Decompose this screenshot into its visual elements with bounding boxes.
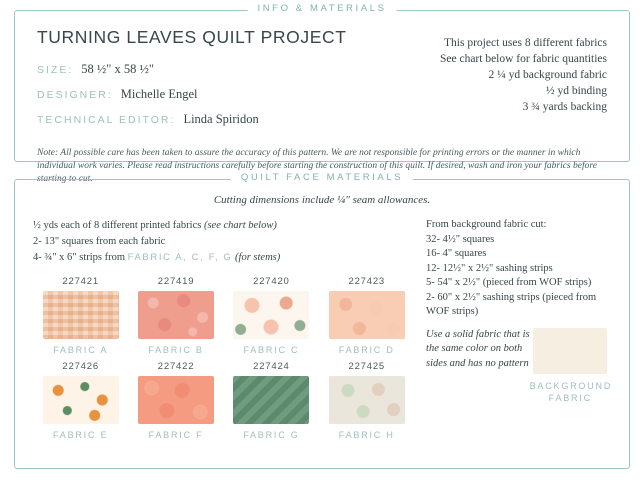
technical-editor-row [37, 110, 368, 128]
background-swatch-image [533, 328, 607, 374]
size-label: SIZE: [37, 64, 74, 76]
swatch-code-h: 227425 [348, 361, 386, 372]
swatch-image-c [233, 291, 309, 339]
size-row [37, 60, 368, 78]
background-swatch-cell[interactable] [530, 328, 611, 404]
background-cut-line-4: 5- 54" x 2½" (pieced from WOF strips) [426, 277, 592, 288]
swatch-label-a: FABRIC A [53, 345, 109, 355]
swatch-image-e [43, 376, 119, 424]
designer-value: Michelle Engel [120, 87, 198, 101]
quilt-face-materials-panel [14, 172, 630, 469]
bullet-yardage [33, 218, 414, 234]
bullet-stems-em: (for stems) [232, 252, 281, 263]
swatch-cell-d[interactable] [319, 276, 414, 355]
background-yardage-line: 2 ¼ yd background fabric [488, 69, 607, 81]
swatch-label-g: FABRIC G [243, 430, 300, 440]
fabric-swatch-grid [33, 276, 414, 446]
swatch-image-d [329, 291, 405, 339]
swatch-code-f: 227422 [157, 361, 195, 372]
size-value: 58 ½" x 58 ½" [81, 62, 154, 76]
swatch-label-e: FABRIC E [52, 430, 109, 440]
background-cut-line-5: 2- 60" x 2½" sashing strips (pieced from WOF strips) [426, 291, 597, 317]
background-fabric-block [426, 328, 611, 404]
swatch-image-a [43, 291, 119, 339]
bullet-yardage-em: (see chart below) [203, 220, 277, 231]
swatch-image-b [138, 291, 214, 339]
designer-label: DESIGNER: [37, 89, 113, 101]
bullet-stems-fabrics: FABRIC A, C, F, G [127, 252, 233, 263]
background-cut-title: From background fabric cut: [426, 219, 547, 230]
bullet-yardage-text: ½ yds each of 8 different printed fabrics [33, 220, 204, 231]
background-fabric-note: Use a solid fabric that is the same color on both sides and has no pattern [426, 328, 530, 369]
swatch-label-c: FABRIC C [243, 345, 300, 355]
swatch-cell-a[interactable] [33, 276, 128, 355]
technical-editor-label: TECHNICAL EDITOR: [37, 114, 176, 126]
background-swatch-label: BACKGROUND FABRIC [529, 380, 613, 403]
fabric-count-line: This project uses 8 different fabrics [444, 37, 607, 49]
swatch-cell-h[interactable] [319, 361, 414, 440]
swatch-cell-e[interactable] [33, 361, 128, 440]
swatch-code-g: 227424 [253, 361, 290, 372]
page-title: TURNING LEAVES QUILT PROJECT [37, 27, 347, 47]
swatch-image-h [329, 376, 405, 424]
bullet-stems-text: 4- ¾" x 6" strips from [33, 252, 128, 263]
backing-yardage-line: 3 ¾ yards backing [522, 101, 607, 113]
swatch-code-b: 227419 [157, 276, 195, 287]
swatch-code-c: 227420 [253, 276, 290, 287]
background-cut-line-2: 16- 4" squares [426, 248, 487, 259]
swatch-cell-f[interactable] [128, 361, 223, 440]
background-cut-line-1: 32- 4½" squares [426, 233, 495, 245]
swatch-cell-c[interactable] [224, 276, 319, 355]
background-fabric-column [426, 218, 611, 446]
info-materials-title: INFO & MATERIALS [247, 3, 396, 14]
swatch-label-d: FABRIC D [338, 345, 395, 355]
disclaimer-note: Note: All possible care has been taken to assure the accuracy of this pattern. We are not responsible for printing errors or the manner in which individual work varies. Please read instructions carefully before starting the construction of this quilt. If desired, wash and iron your fabrics before starting to cut. [37, 148, 597, 184]
printed-fabrics-column [33, 218, 414, 446]
swatch-label-f: FABRIC F [148, 430, 204, 440]
swatch-image-g [233, 376, 309, 424]
swatch-label-h: FABRIC H [338, 430, 395, 440]
binding-yardage-line: ½ yd binding [545, 85, 607, 97]
cutting-dimensions-note: Cutting dimensions include ¼" seam allowances. [213, 194, 431, 206]
swatch-code-d: 227423 [348, 276, 386, 287]
info-right-column [379, 27, 607, 115]
bullet-squares: 2- 13" squares from each fabric [33, 236, 166, 247]
info-left-column [37, 27, 368, 135]
background-cut-line-3: 12- 12½" x 2½" sashing strips [426, 262, 553, 274]
swatch-cell-g[interactable] [224, 361, 319, 440]
swatch-label-b: FABRIC B [148, 345, 204, 355]
swatch-code-a: 227421 [62, 276, 99, 287]
swatch-image-f [138, 376, 214, 424]
technical-editor-value: Linda Spiridon [183, 112, 259, 126]
designer-row [37, 85, 368, 103]
printed-fabric-bullets [33, 218, 414, 266]
chart-reference-line: See chart below for fabric quantities [439, 53, 607, 65]
swatch-cell-b[interactable] [128, 276, 223, 355]
bullet-stems [33, 250, 414, 266]
quilt-face-materials-title: QUILT FACE MATERIALS [231, 172, 413, 183]
swatch-code-e: 227426 [62, 361, 99, 372]
